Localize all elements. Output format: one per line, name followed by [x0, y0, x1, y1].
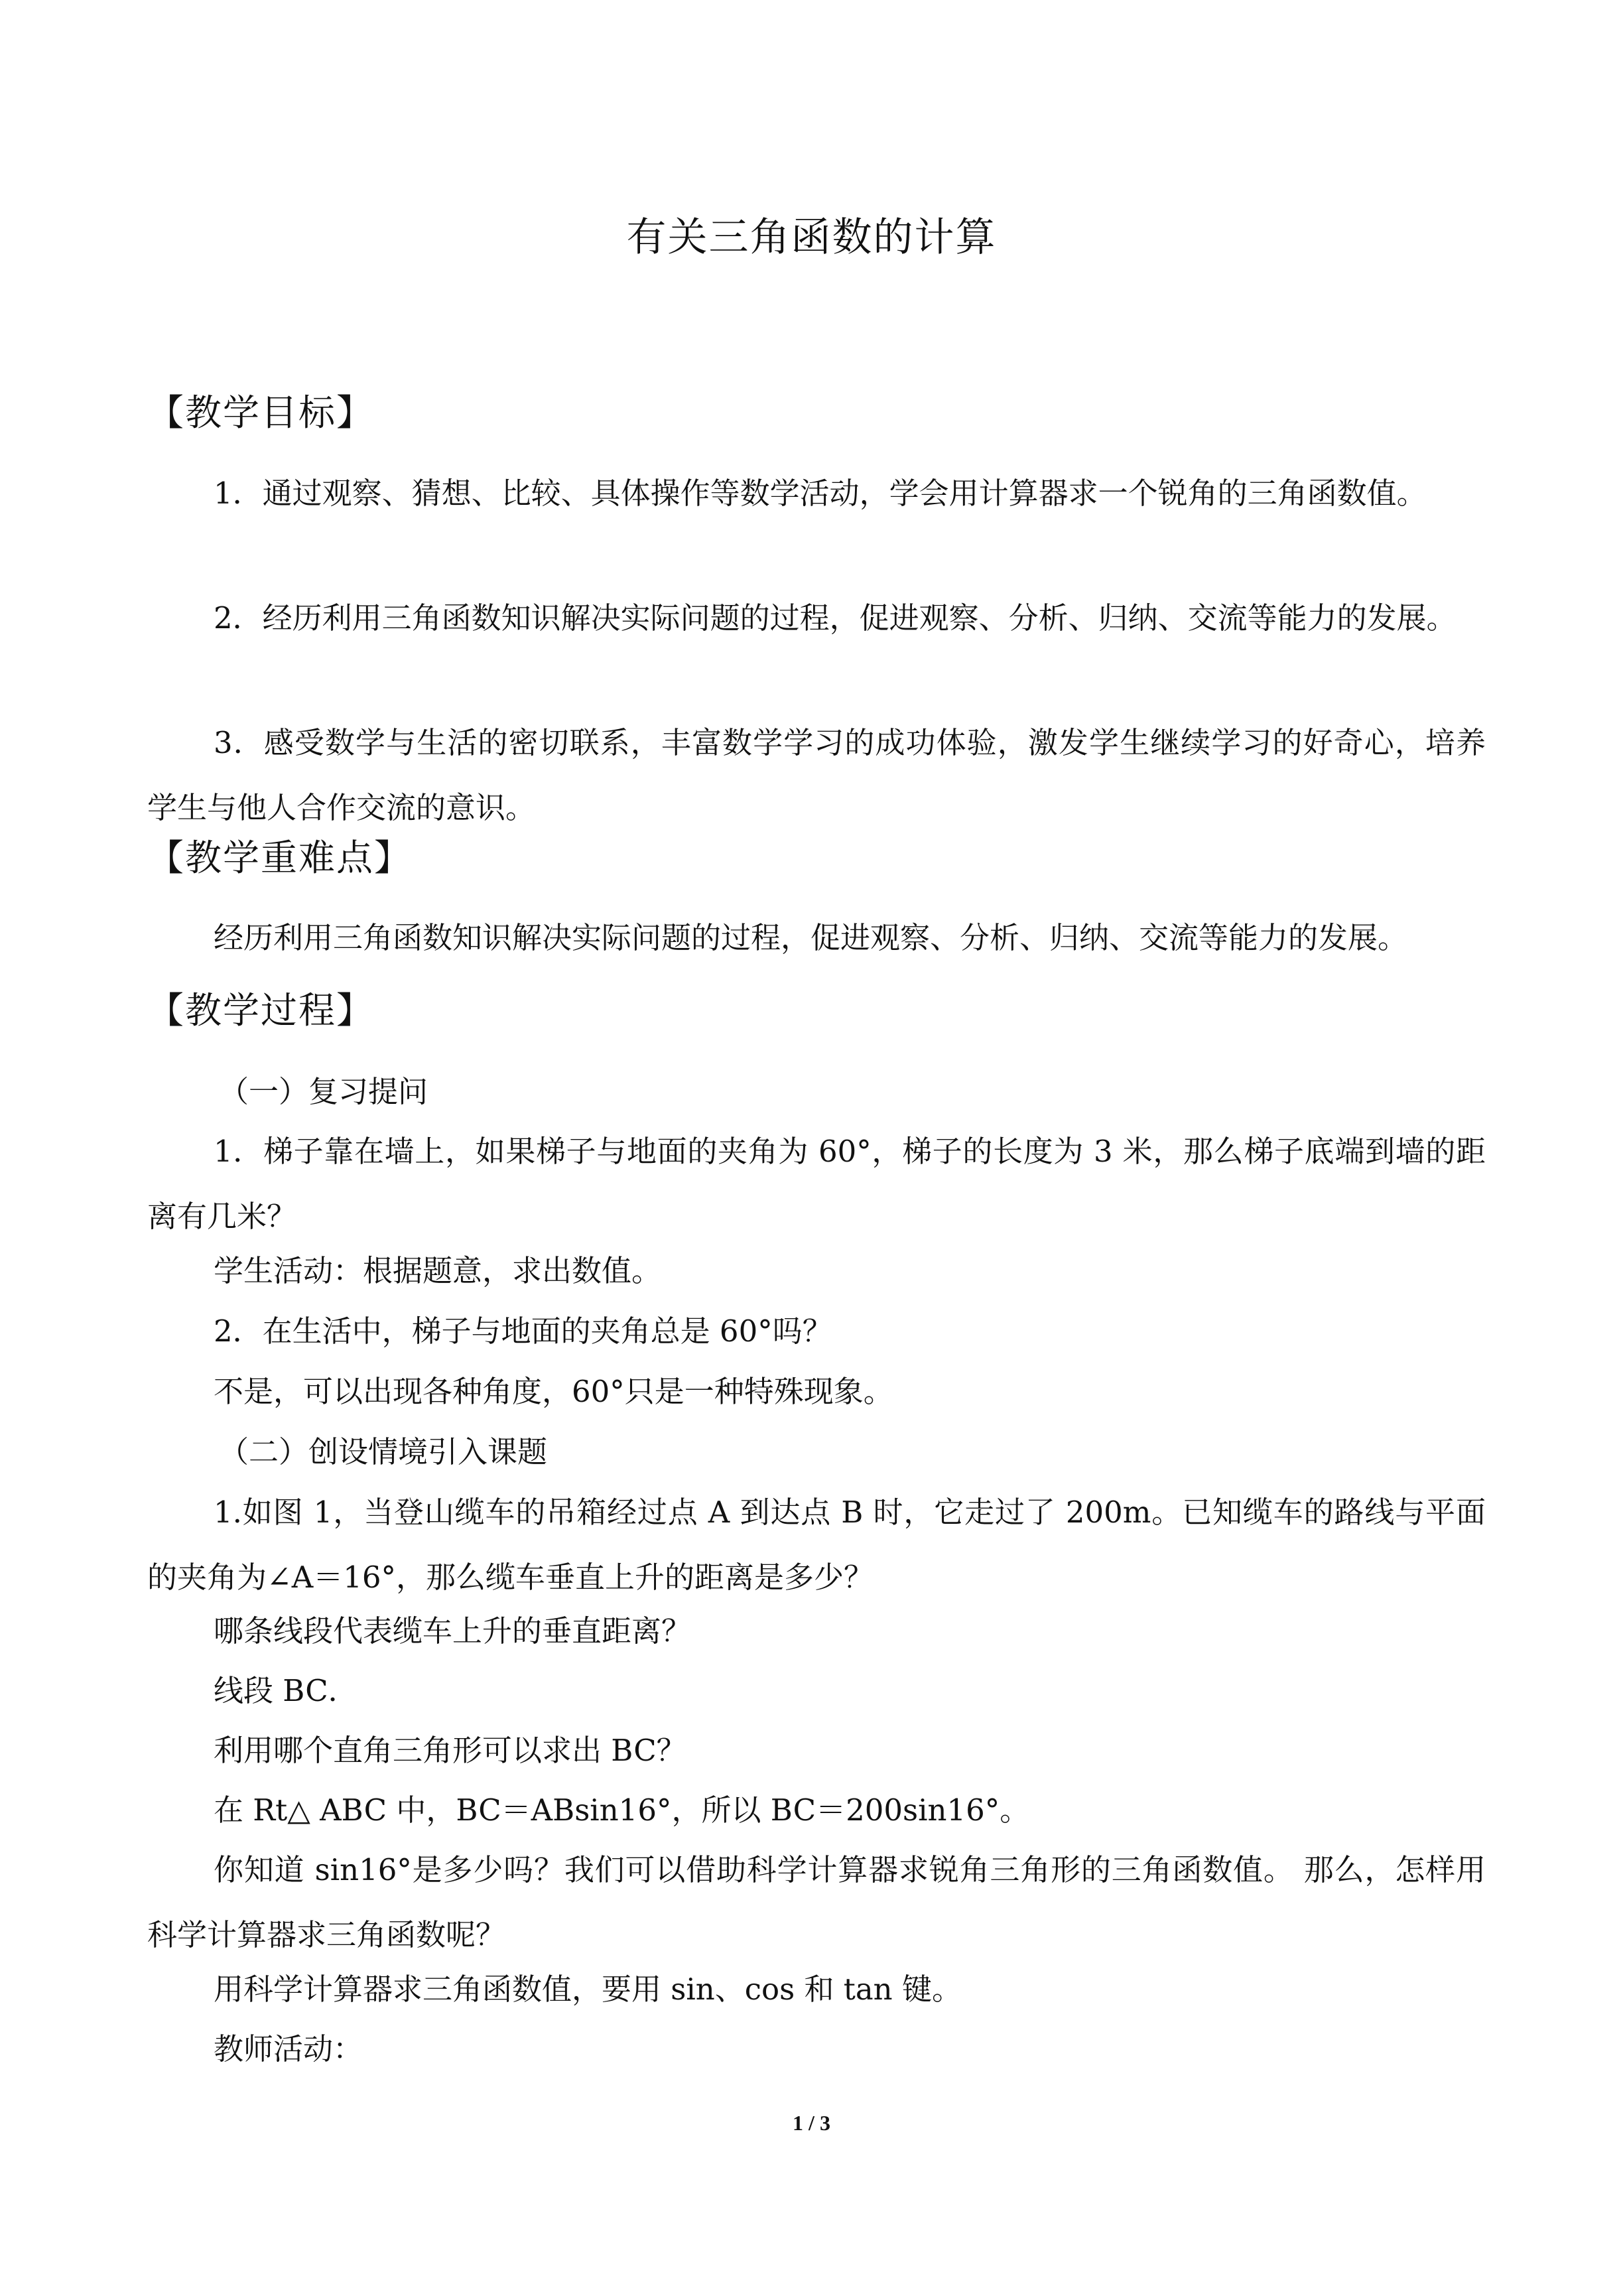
- heading-teaching-goals: 【教学目标】: [147, 391, 375, 434]
- review-question-1: 1．梯子靠在墙上，如果梯子与地面的夹角为 60°，梯子的长度为 3 米，那么梯子底端到墙的距离有几米？: [147, 1134, 1486, 1234]
- part1-title: （一）复习提问: [219, 1074, 428, 1109]
- teacher-activity: 教师活动：: [214, 2031, 363, 2066]
- document-title: 有关三角函数的计算: [626, 214, 997, 261]
- cable-car-problem: 1.如图 1，当登山缆车的吊箱经过点 A 到达点 B 时，它走过了 200m。已知缆车的路线与平面的夹角为∠A＝16°，那么缆车垂直上升的距离是多少？: [147, 1495, 1486, 1595]
- answer-segment-bc: 线段 BC．: [214, 1673, 358, 1708]
- question-right-triangle: 利用哪个直角三角形可以求出 BC？: [214, 1733, 686, 1768]
- review-answer-2: 不是，可以出现各种角度，60°只是一种特殊现象。: [214, 1374, 893, 1409]
- goal-item-2: 2．经历利用三角函数知识解决实际问题的过程，促进观察、分析、归纳、交流等能力的发展。: [214, 600, 1457, 636]
- student-activity: 学生活动：根据题意，求出数值。: [214, 1253, 662, 1288]
- page-number: 1 / 3: [793, 2111, 830, 2135]
- sin16-question: 你知道 sin16°是多少吗？我们可以借助科学计算器求锐角三角形的三角函数值。 那么，怎样用科学计算器求三角函数呢？: [147, 1852, 1486, 1952]
- part2-title: （二）创设情境引入课题: [219, 1434, 548, 1469]
- goal-item-3: 3．感受数学与生活的密切联系，丰富数学学习的成功体验，激发学生继续学习的好奇心，培养学生与他人合作交流的意识。: [147, 725, 1486, 825]
- heading-teaching-process: 【教学过程】: [147, 989, 375, 1032]
- question-vertical-segment: 哪条线段代表缆车上升的垂直距离？: [214, 1613, 692, 1649]
- key-points-text: 经历利用三角函数知识解决实际问题的过程，促进观察、分析、归纳、交流等能力的发展。: [214, 920, 1408, 955]
- bc-formula: 在 Rt△ ABC 中，BC＝ABsin16°，所以 BC＝200sin16°。: [214, 1792, 1030, 1828]
- goal-item-1: 1．通过观察、猜想、比较、具体操作等数学活动，学会用计算器求一个锐角的三角函数值。: [214, 476, 1427, 511]
- heading-key-points: 【教学重难点】: [147, 837, 413, 879]
- review-question-2: 2．在生活中，梯子与地面的夹角总是 60°吗？: [214, 1314, 832, 1349]
- calculator-keys-note: 用科学计算器求三角函数值，要用 sin、cos 和 tan 键。: [214, 1972, 962, 2007]
